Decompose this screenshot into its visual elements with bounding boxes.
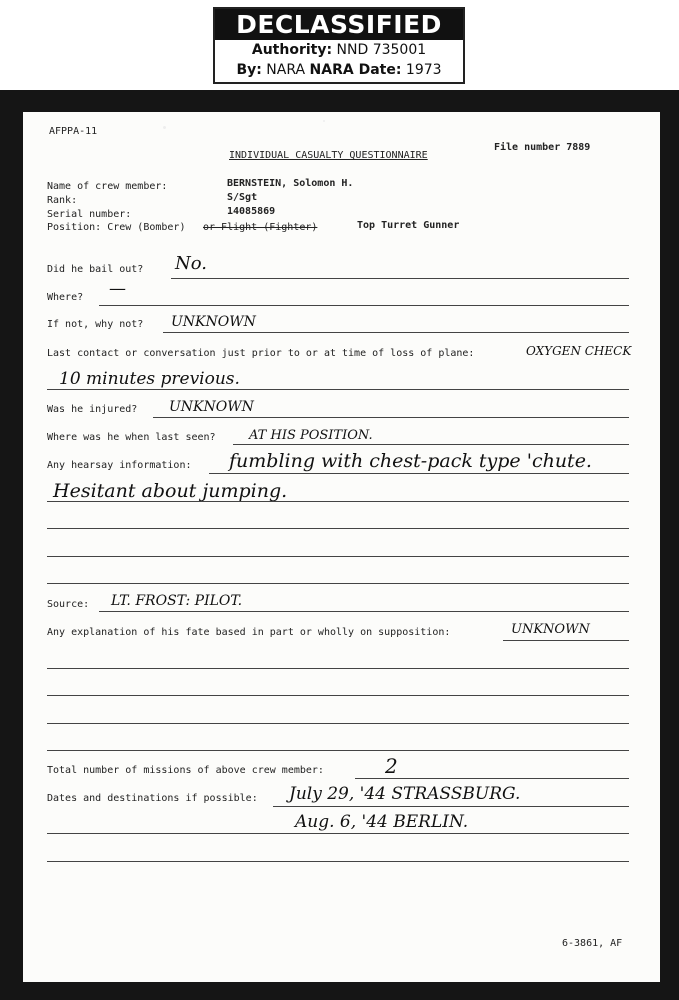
answer-line bbox=[233, 444, 629, 445]
form-id: AFPPA-11 bbox=[49, 126, 98, 137]
answer-line bbox=[47, 723, 629, 724]
contact-value-2: 10 minutes previous. bbox=[59, 369, 240, 389]
whynot-label: If not, why not? bbox=[47, 319, 144, 330]
answer-line bbox=[171, 278, 629, 279]
contact-value-1: OXYGEN CHECK bbox=[526, 344, 632, 358]
questionnaire-page bbox=[23, 112, 660, 982]
lastseen-value: AT HIS POSITION. bbox=[249, 428, 373, 443]
answer-line bbox=[209, 473, 629, 474]
rank-label: Rank: bbox=[47, 195, 78, 206]
answer-line bbox=[153, 417, 629, 418]
whynot-value: UNKNOWN bbox=[171, 314, 256, 330]
answer-line bbox=[503, 640, 629, 641]
position-label: Position: Crew (Bomber) bbox=[47, 222, 186, 233]
answer-line bbox=[163, 332, 629, 333]
injured-value: UNKNOWN bbox=[169, 399, 254, 415]
answer-line bbox=[273, 806, 629, 807]
where-value: — bbox=[109, 279, 126, 299]
stamp-date-value: 1973 bbox=[405, 62, 442, 78]
dates-label: Dates and destinations if possible: bbox=[47, 793, 258, 804]
dates-value-1: July 29, '44 STRASSBURG. bbox=[289, 784, 521, 804]
answer-line bbox=[99, 611, 629, 612]
stamp-authority bbox=[215, 40, 463, 60]
stamp-by bbox=[215, 60, 463, 80]
explanation-value: UNKNOWN bbox=[511, 622, 590, 637]
missions-label: Total number of missions of above crew member: bbox=[47, 765, 324, 776]
stamp-by-label: By: bbox=[236, 62, 262, 78]
hearsay-label: Any hearsay information: bbox=[47, 460, 192, 471]
answer-line bbox=[47, 668, 629, 669]
form-title: INDIVIDUAL CASUALTY QUESTIONNAIRE bbox=[229, 150, 428, 161]
answer-line bbox=[47, 695, 629, 696]
bail-label: Did he bail out? bbox=[47, 264, 144, 275]
name-label: Name of crew member: bbox=[47, 181, 168, 192]
stamp-authority-label: Authority: bbox=[251, 42, 333, 58]
paper-speck bbox=[163, 126, 166, 129]
position-value: Top Turret Gunner bbox=[357, 220, 460, 231]
stamp-date-label: NARA Date: bbox=[309, 62, 402, 78]
declassified-stamp bbox=[213, 7, 465, 84]
explanation-label: Any explanation of his fate based in part or wholly on supposition: bbox=[47, 627, 451, 638]
serial-label: Serial number: bbox=[47, 209, 132, 220]
answer-line bbox=[47, 861, 629, 862]
lastseen-label: Where was he when last seen? bbox=[47, 432, 216, 443]
answer-line bbox=[47, 389, 629, 390]
injured-label: Was he injured? bbox=[47, 404, 138, 415]
name-value: BERNSTEIN, Solomon H. bbox=[227, 178, 354, 189]
stamp-authority-value: NND 735001 bbox=[336, 42, 427, 58]
serial-value: 14085869 bbox=[227, 206, 276, 217]
answer-line bbox=[47, 556, 629, 557]
answer-line bbox=[47, 501, 629, 502]
answer-line bbox=[99, 305, 629, 306]
rank-value: S/Sgt bbox=[227, 192, 258, 203]
position-struck: or Flight (Fighter) bbox=[203, 222, 318, 233]
answer-line bbox=[47, 833, 629, 834]
stamp-title: DECLASSIFIED bbox=[215, 9, 463, 40]
source-value: LT. FROST: PILOT. bbox=[111, 593, 243, 609]
stamp-by-value: NARA bbox=[266, 62, 306, 78]
source-label: Source: bbox=[47, 599, 90, 610]
bail-value: No. bbox=[175, 253, 207, 274]
where-label: Where? bbox=[47, 292, 84, 303]
answer-line bbox=[47, 528, 629, 529]
hearsay-value-1: fumbling with chest-pack type 'chute. bbox=[229, 450, 592, 472]
answer-line bbox=[47, 583, 629, 584]
contact-label: Last contact or conversation just prior to or at time of loss of plane: bbox=[47, 348, 475, 359]
hearsay-value-2: Hesitant about jumping. bbox=[53, 480, 288, 502]
answer-line bbox=[355, 778, 629, 779]
dates-value-2: Aug. 6, '44 BERLIN. bbox=[295, 812, 469, 832]
paper-speck bbox=[323, 120, 325, 122]
footer-code: 6-3861, AF bbox=[562, 938, 623, 949]
file-number: File number 7889 bbox=[494, 142, 591, 153]
missions-value: 2 bbox=[385, 754, 398, 778]
answer-line bbox=[47, 750, 629, 751]
